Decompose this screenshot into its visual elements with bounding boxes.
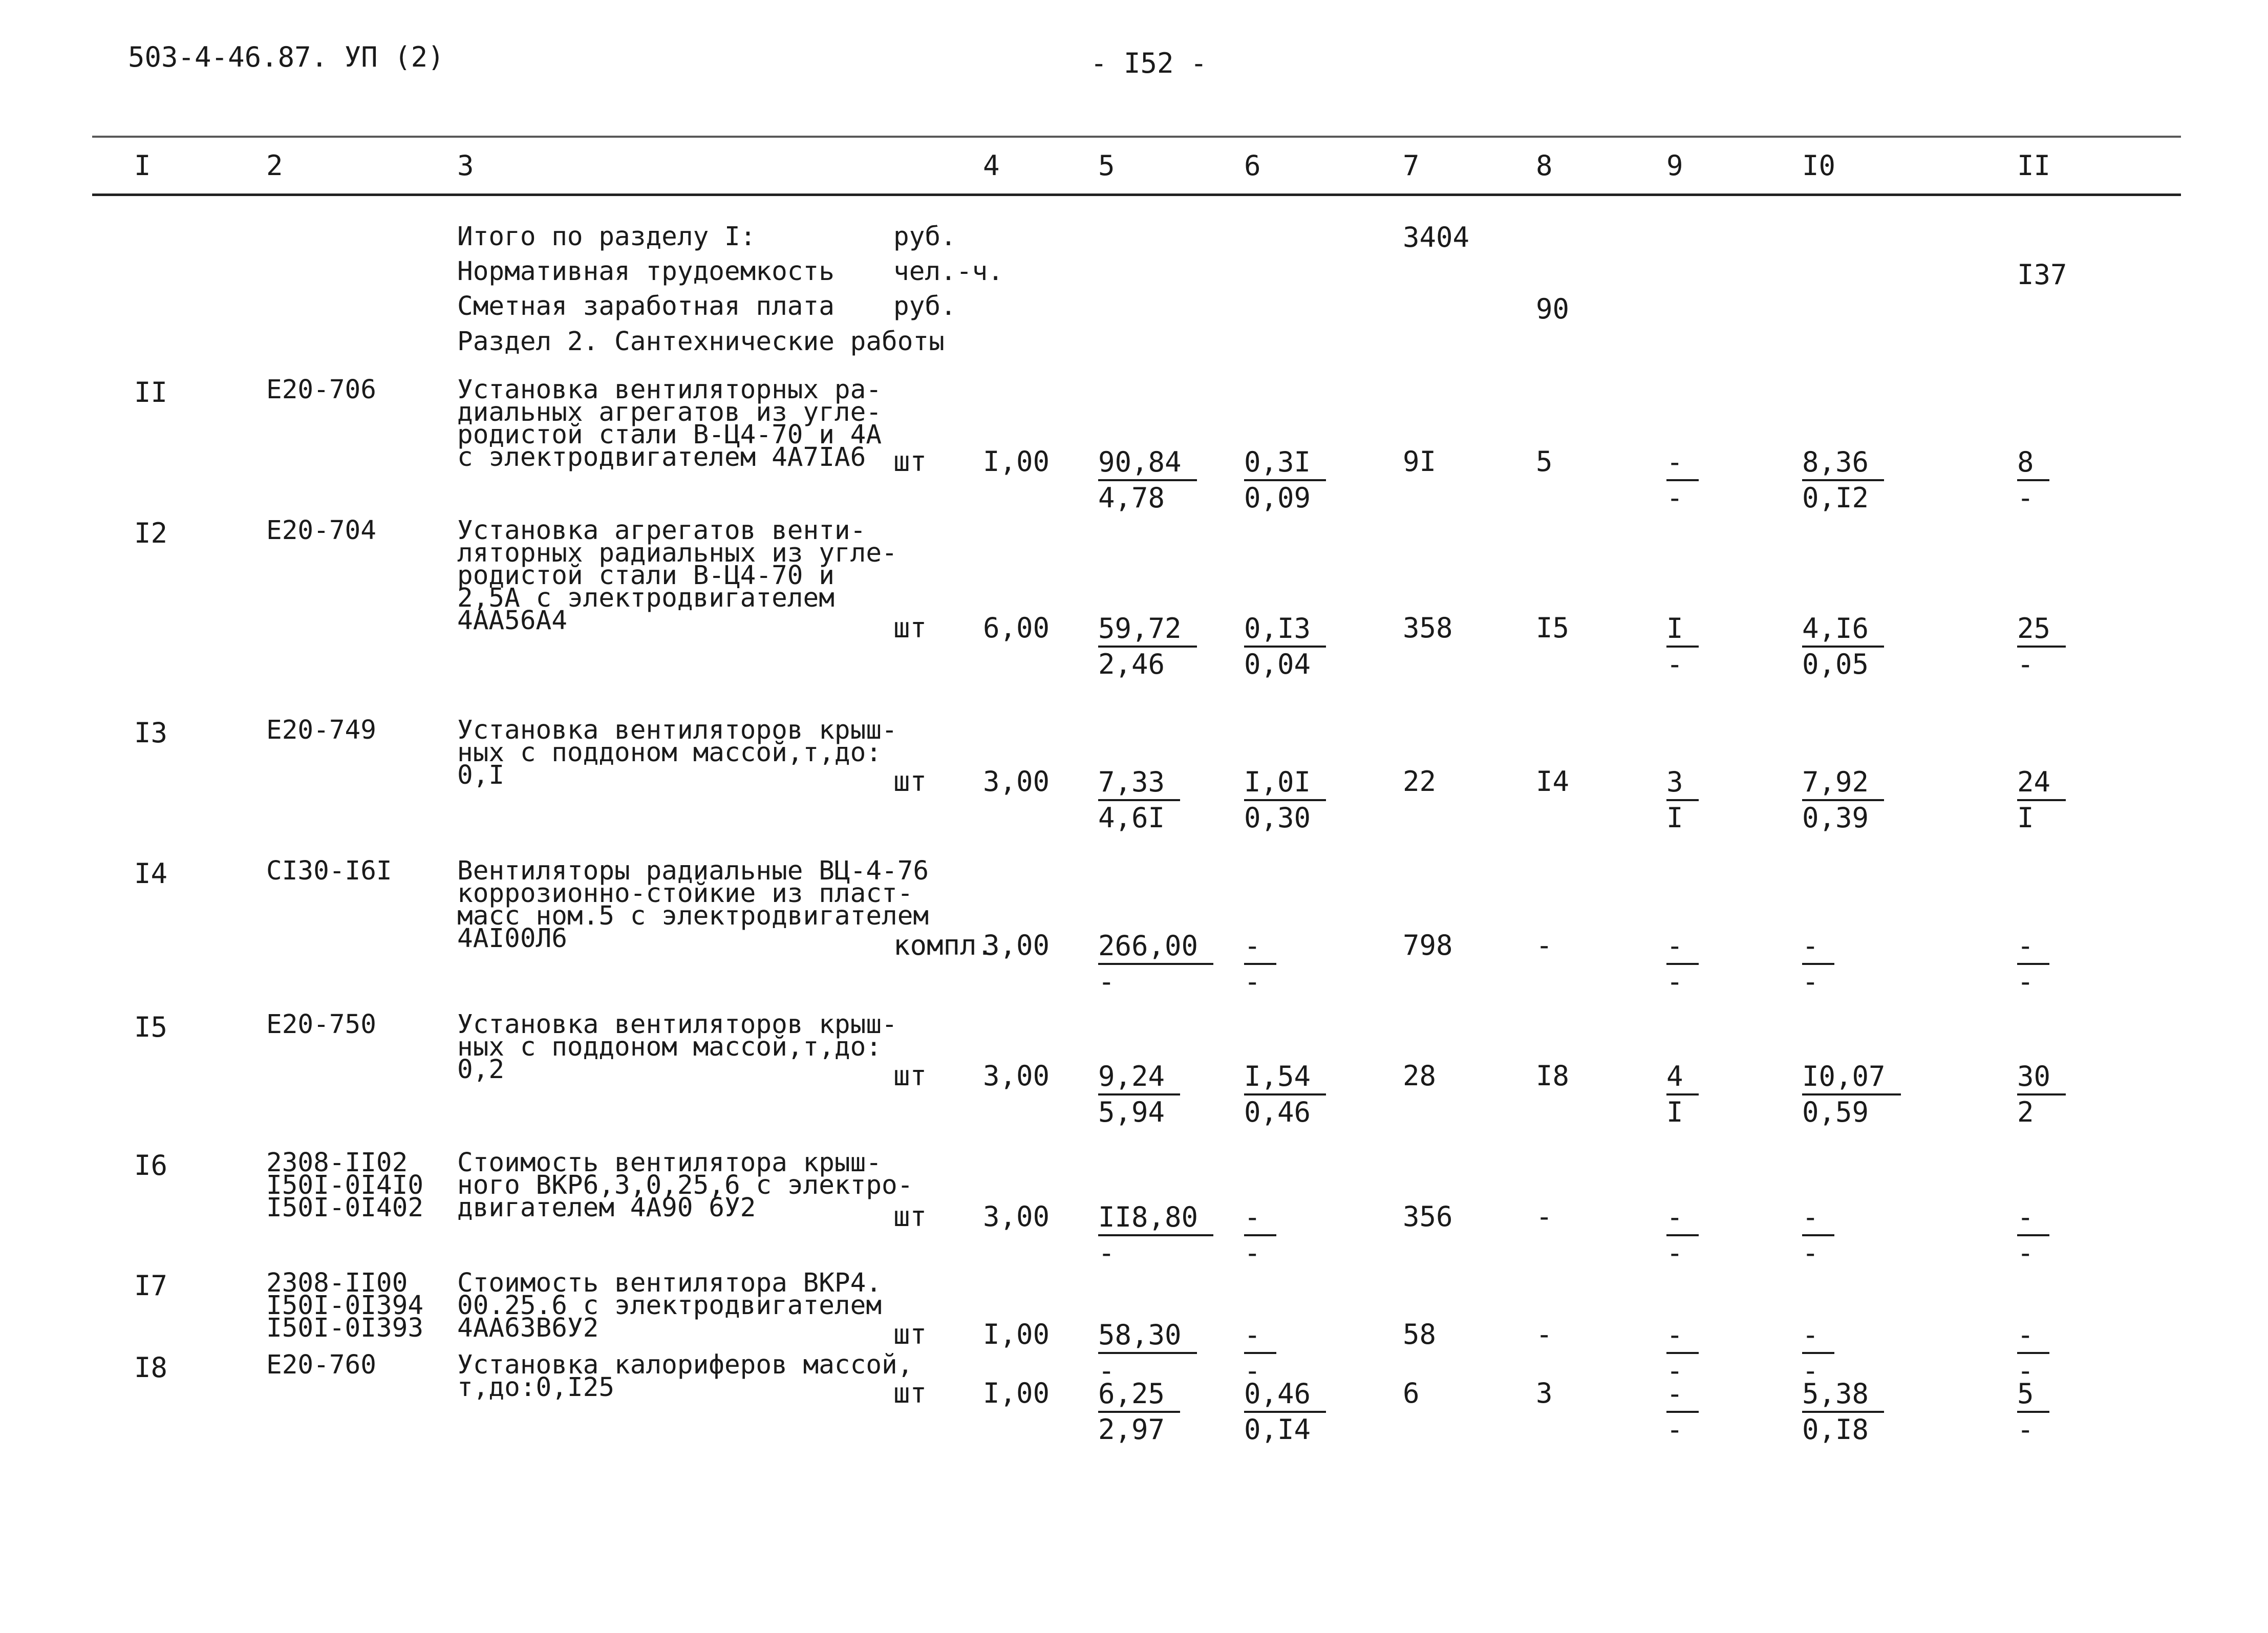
- unit-cost-numerator: 90,84: [1098, 445, 1197, 481]
- row-number: II: [134, 376, 168, 409]
- labor-per-unit-denominator: -: [1802, 1237, 1819, 1269]
- machine-cost: [1666, 929, 1699, 999]
- row-number: I6: [134, 1149, 168, 1181]
- machine-cost-numerator: -: [1666, 929, 1699, 965]
- labor-total-denominator: -: [2017, 648, 2034, 680]
- labor-total-numerator: 25: [2017, 612, 2066, 648]
- row-code: E20-750: [266, 1009, 376, 1040]
- summary-unit: руб.: [893, 222, 956, 252]
- machine-cost-denominator: -: [1666, 482, 1683, 514]
- labor-total: [2017, 929, 2049, 999]
- row-code: I50I-0I394: [266, 1291, 424, 1321]
- row-description: т,до:0,I25: [457, 1372, 615, 1403]
- row-description: двигателем 4А90 6У2: [457, 1193, 756, 1223]
- machine-cost: [1666, 445, 1699, 515]
- row-code: I50I-0I402: [266, 1193, 424, 1223]
- total-wage: -: [1536, 1200, 1553, 1233]
- col-header-2: 2: [266, 149, 283, 182]
- machine-cost-numerator: -: [1666, 1377, 1699, 1413]
- labor-total-numerator: 24: [2017, 765, 2066, 801]
- row-description: масс ном.5 с электродвигателем: [457, 901, 929, 931]
- labor-total-numerator: -: [2017, 929, 2049, 965]
- row-description: ных с поддоном массой,т,до:: [457, 1032, 882, 1062]
- unit-wage-numerator: -: [1244, 929, 1276, 965]
- total-cost: 22: [1403, 765, 1437, 798]
- summary-value: I37: [2017, 259, 2067, 291]
- unit-cost-numerator: 7,33: [1098, 765, 1180, 801]
- unit-wage: [1244, 612, 1326, 681]
- machine-cost: [1666, 765, 1699, 835]
- row-description: с электродвигателем 4А7IА6: [457, 442, 866, 472]
- header-rule: [92, 194, 2181, 196]
- total-cost: 28: [1403, 1060, 1437, 1092]
- col-header-11: II: [2017, 149, 2051, 182]
- unit-cost-denominator: -: [1098, 1237, 1115, 1269]
- unit-cost-numerator: 266,00: [1098, 929, 1213, 965]
- labor-total-numerator: 5: [2017, 1377, 2049, 1413]
- machine-cost-numerator: 3: [1666, 765, 1699, 801]
- total-wage: -: [1536, 1318, 1553, 1350]
- row-code: CI30-I6I: [266, 856, 392, 886]
- col-header-10: I0: [1802, 149, 1836, 182]
- labor-total-denominator: -: [2017, 482, 2034, 514]
- row-description: Стоимость вентилятора ВКР4.: [457, 1268, 882, 1298]
- summary-label: Нормативная трудоемкость: [457, 256, 835, 287]
- row-description: 0,2: [457, 1055, 505, 1085]
- row-description: 4АI00Л6: [457, 923, 567, 954]
- row-unit: шт: [893, 1377, 927, 1409]
- unit-wage-numerator: -: [1244, 1200, 1276, 1236]
- machine-cost: [1666, 1200, 1699, 1270]
- row-quantity: I,00: [983, 1377, 1050, 1409]
- col-header-1: I: [134, 149, 151, 182]
- row-code: E20-704: [266, 515, 376, 546]
- total-wage: -: [1536, 929, 1553, 961]
- col-header-9: 9: [1666, 149, 1683, 182]
- row-description: 4АА63В6У2: [457, 1313, 599, 1343]
- top-rule: [92, 136, 2181, 138]
- row-number: I4: [134, 857, 168, 890]
- labor-total-numerator: 8: [2017, 445, 2049, 481]
- row-description: родистой стали В-Ц4-70 и: [457, 561, 835, 591]
- summary-unit: руб.: [893, 291, 956, 321]
- labor-per-unit-denominator: -: [1802, 1355, 1819, 1387]
- unit-cost-numerator: 59,72: [1098, 612, 1197, 648]
- machine-cost: [1666, 1377, 1699, 1447]
- unit-wage-denominator: -: [1244, 1355, 1261, 1387]
- unit-cost-numerator: II8,80: [1098, 1200, 1213, 1236]
- unit-wage-numerator: 0,3I: [1244, 445, 1326, 481]
- row-quantity: 3,00: [983, 929, 1050, 961]
- labor-per-unit: [1802, 929, 1834, 999]
- total-cost: 6: [1403, 1377, 1420, 1409]
- row-description: коррозионно-стойкие из пласт-: [457, 878, 913, 909]
- machine-cost: [1666, 612, 1699, 681]
- labor-total: [2017, 1060, 2066, 1129]
- document-code: 503-4-46.87. УП (2): [128, 41, 444, 73]
- unit-cost: [1098, 445, 1197, 515]
- row-code: E20-760: [266, 1350, 376, 1380]
- unit-wage: [1244, 445, 1326, 515]
- row-description: Установка вентиляторных ра-: [457, 375, 882, 405]
- total-cost: 358: [1403, 612, 1453, 644]
- labor-per-unit-denominator: 0,39: [1802, 802, 1869, 834]
- labor-total-numerator: -: [2017, 1200, 2049, 1236]
- row-quantity: 3,00: [983, 1200, 1050, 1233]
- row-quantity: 3,00: [983, 1060, 1050, 1092]
- unit-cost-denominator: 2,46: [1098, 648, 1165, 680]
- unit-cost: [1098, 612, 1197, 681]
- row-unit: шт: [893, 1318, 927, 1350]
- unit-wage-denominator: 0,30: [1244, 802, 1311, 834]
- total-wage: I4: [1536, 765, 1570, 798]
- unit-cost-denominator: -: [1098, 1355, 1115, 1387]
- row-description: Стоимость вентилятора крыш-: [457, 1148, 882, 1178]
- summary-value: 3404: [1403, 221, 1470, 253]
- total-wage: I5: [1536, 612, 1570, 644]
- row-code: 2308-II02: [266, 1148, 408, 1178]
- labor-per-unit: [1802, 1377, 1884, 1447]
- row-description: 4АА56А4: [457, 606, 567, 636]
- row-unit: шт: [893, 1200, 927, 1233]
- unit-cost: [1098, 1377, 1180, 1447]
- row-number: I3: [134, 717, 168, 749]
- machine-cost: [1666, 1060, 1699, 1129]
- summary-unit: чел.-ч.: [893, 256, 1003, 287]
- labor-per-unit: [1802, 765, 1884, 835]
- labor-per-unit-numerator: 7,92: [1802, 765, 1884, 801]
- row-quantity: 6,00: [983, 612, 1050, 644]
- labor-per-unit-numerator: 8,36: [1802, 445, 1884, 481]
- summary-value: 90: [1536, 293, 1570, 325]
- machine-cost-numerator: -: [1666, 445, 1699, 481]
- row-description: 2,5А с электродвигателем: [457, 583, 835, 613]
- row-description: Вентиляторы радиальные ВЦ-4-76: [457, 856, 929, 886]
- machine-cost-denominator: -: [1666, 965, 1683, 998]
- unit-wage-numerator: 0,I3: [1244, 612, 1326, 648]
- row-unit: шт: [893, 445, 927, 478]
- unit-wage: [1244, 1377, 1326, 1447]
- section-title: Раздел 2. Сантехнические работы: [457, 327, 945, 357]
- row-unit: шт: [893, 765, 927, 798]
- unit-wage: [1244, 929, 1276, 999]
- row-quantity: I,00: [983, 445, 1050, 478]
- labor-per-unit-denominator: 0,I8: [1802, 1413, 1869, 1446]
- machine-cost-numerator: I: [1666, 612, 1699, 648]
- labor-total-numerator: 30: [2017, 1060, 2066, 1095]
- col-header-8: 8: [1536, 149, 1553, 182]
- unit-cost-denominator: 4,78: [1098, 482, 1165, 514]
- row-quantity: 3,00: [983, 765, 1050, 798]
- labor-per-unit-denominator: -: [1802, 965, 1819, 998]
- labor-total: [2017, 445, 2049, 515]
- unit-cost-denominator: 5,94: [1098, 1096, 1165, 1128]
- labor-per-unit-numerator: -: [1802, 929, 1834, 965]
- row-code: I50I-0I4I0: [266, 1170, 424, 1200]
- total-cost: 798: [1403, 929, 1453, 961]
- labor-per-unit-numerator: -: [1802, 1200, 1834, 1236]
- labor-total-denominator: 2: [2017, 1096, 2034, 1128]
- row-code: E20-706: [266, 375, 376, 405]
- row-number: I7: [134, 1270, 168, 1302]
- machine-cost-denominator: I: [1666, 802, 1683, 834]
- machine-cost-denominator: -: [1666, 648, 1683, 680]
- labor-per-unit: [1802, 445, 1884, 515]
- page-number: - I52 -: [1090, 47, 1207, 79]
- row-quantity: I,00: [983, 1318, 1050, 1350]
- row-description: Установка вентиляторов крыш-: [457, 715, 897, 745]
- unit-cost-denominator: 4,6I: [1098, 802, 1165, 834]
- unit-wage: [1244, 765, 1326, 835]
- machine-cost-numerator: 4: [1666, 1060, 1699, 1095]
- labor-per-unit-numerator: I0,07: [1802, 1060, 1901, 1095]
- labor-total-numerator: -: [2017, 1318, 2049, 1354]
- unit-cost: [1098, 1200, 1213, 1270]
- row-description: диальных агрегатов из угле-: [457, 397, 882, 427]
- row-description: ного ВКР6,3,0,25,6 с электро-: [457, 1170, 913, 1200]
- unit-wage: [1244, 1060, 1326, 1129]
- total-cost: 356: [1403, 1200, 1453, 1233]
- labor-per-unit-denominator: 0,59: [1802, 1096, 1869, 1128]
- unit-cost: [1098, 765, 1180, 835]
- labor-per-unit-denominator: 0,05: [1802, 648, 1869, 680]
- labor-total-denominator: -: [2017, 1237, 2034, 1269]
- unit-cost: [1098, 929, 1213, 999]
- row-code: 2308-II00: [266, 1268, 408, 1298]
- col-header-7: 7: [1403, 149, 1420, 182]
- unit-wage-denominator: 0,09: [1244, 482, 1311, 514]
- total-wage: 3: [1536, 1377, 1553, 1409]
- row-unit: компл.: [893, 929, 994, 961]
- unit-wage-denominator: -: [1244, 965, 1261, 998]
- row-unit: шт: [893, 1060, 927, 1092]
- machine-cost-denominator: -: [1666, 1355, 1683, 1387]
- row-description: Установка калориферов массой,: [457, 1350, 913, 1380]
- labor-per-unit: [1802, 612, 1884, 681]
- labor-total: [2017, 765, 2066, 835]
- col-header-6: 6: [1244, 149, 1261, 182]
- row-unit: шт: [893, 612, 927, 644]
- row-number: I5: [134, 1011, 168, 1043]
- total-wage: 5: [1536, 445, 1553, 478]
- machine-cost-denominator: -: [1666, 1237, 1683, 1269]
- unit-wage-denominator: 0,I4: [1244, 1413, 1311, 1446]
- labor-per-unit: [1802, 1060, 1901, 1129]
- unit-wage-denominator: -: [1244, 1237, 1261, 1269]
- labor-per-unit-numerator: -: [1802, 1318, 1834, 1354]
- unit-cost: [1098, 1060, 1180, 1129]
- labor-total-denominator: I: [2017, 802, 2034, 834]
- machine-cost-denominator: I: [1666, 1096, 1683, 1128]
- labor-total-denominator: -: [2017, 1355, 2034, 1387]
- row-description: 0,I: [457, 760, 505, 790]
- unit-cost-numerator: 58,30: [1098, 1318, 1197, 1354]
- row-description: Установка агрегатов венти-: [457, 515, 866, 546]
- unit-wage-denominator: 0,04: [1244, 648, 1311, 680]
- unit-wage-numerator: -: [1244, 1318, 1276, 1354]
- row-code: E20-749: [266, 715, 376, 745]
- row-description: 00.25.6 с электродвигателем: [457, 1291, 882, 1321]
- unit-cost-denominator: 2,97: [1098, 1413, 1165, 1446]
- unit-cost-denominator: -: [1098, 965, 1115, 998]
- unit-wage-numerator: I,54: [1244, 1060, 1326, 1095]
- machine-cost-numerator: -: [1666, 1200, 1699, 1236]
- unit-wage-numerator: 0,46: [1244, 1377, 1326, 1413]
- unit-wage: [1244, 1200, 1276, 1270]
- labor-total-denominator: -: [2017, 1413, 2034, 1446]
- row-description: ляторных радиальных из угле-: [457, 538, 897, 568]
- unit-cost-numerator: 9,24: [1098, 1060, 1180, 1095]
- labor-per-unit: [1802, 1200, 1834, 1270]
- row-number: I8: [134, 1351, 168, 1384]
- labor-per-unit-numerator: 5,38: [1802, 1377, 1884, 1413]
- row-description: Установка вентиляторов крыш-: [457, 1009, 897, 1040]
- labor-total: [2017, 612, 2066, 681]
- row-description: родистой стали В-Ц4-70 и 4А: [457, 420, 882, 450]
- total-cost: 58: [1403, 1318, 1437, 1350]
- row-code: I50I-0I393: [266, 1313, 424, 1343]
- unit-wage-denominator: 0,46: [1244, 1096, 1311, 1128]
- unit-wage-numerator: I,0I: [1244, 765, 1326, 801]
- unit-cost-numerator: 6,25: [1098, 1377, 1180, 1413]
- total-wage: I8: [1536, 1060, 1570, 1092]
- machine-cost-numerator: -: [1666, 1318, 1699, 1354]
- summary-label: Сметная заработная плата: [457, 291, 835, 321]
- labor-total-denominator: -: [2017, 965, 2034, 998]
- col-header-3: 3: [457, 149, 474, 182]
- labor-per-unit-numerator: 4,I6: [1802, 612, 1884, 648]
- row-number: I2: [134, 517, 168, 549]
- col-header-5: 5: [1098, 149, 1115, 182]
- labor-total: [2017, 1377, 2049, 1447]
- machine-cost-denominator: -: [1666, 1413, 1683, 1446]
- labor-per-unit-denominator: 0,I2: [1802, 482, 1869, 514]
- total-cost: 9I: [1403, 445, 1437, 478]
- col-header-4: 4: [983, 149, 1000, 182]
- labor-total: [2017, 1200, 2049, 1270]
- summary-label: Итого по разделу I:: [457, 222, 756, 252]
- row-description: ных с поддоном массой,т,до:: [457, 738, 882, 768]
